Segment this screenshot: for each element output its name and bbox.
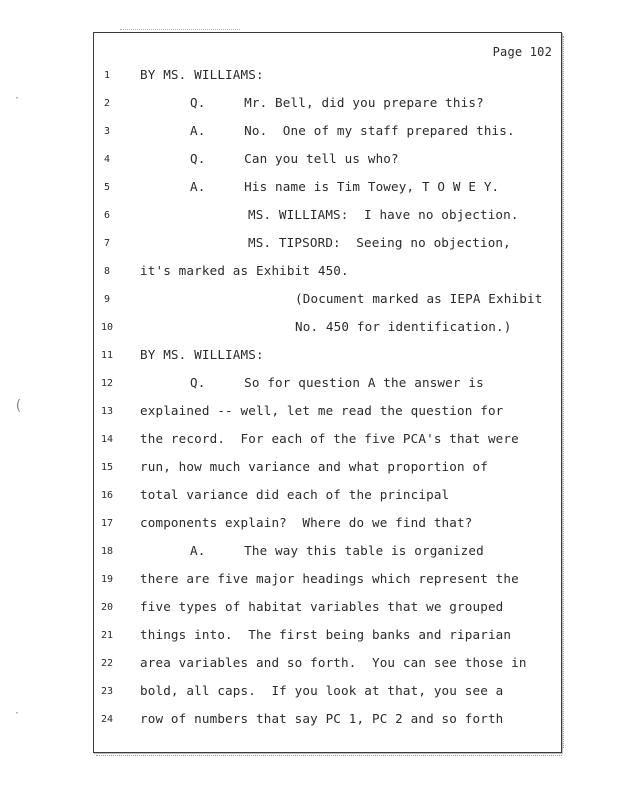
- line-text: explained -- well, let me read the question for: [140, 403, 504, 418]
- line-number: 14: [100, 434, 114, 445]
- line-number: 12: [100, 378, 114, 389]
- transcript-line: [0, 655, 618, 675]
- line-number: 18: [100, 546, 114, 557]
- line-text: row of numbers that say PC 1, PC 2 and so forth: [140, 711, 504, 726]
- transcript-line: [0, 319, 618, 339]
- line-text: area variables and so forth. You can see those in: [140, 655, 527, 670]
- line-text: it's marked as Exhibit 450.: [140, 263, 349, 278]
- line-number: 1: [103, 70, 111, 81]
- transcript-line: [0, 207, 618, 227]
- line-text: run, how much variance and what proportion of: [140, 459, 488, 474]
- line-text: Q. Mr. Bell, did you prepare this?: [190, 95, 484, 110]
- line-number: 16: [100, 490, 114, 501]
- transcript-line: [0, 627, 618, 647]
- line-text: five types of habitat variables that we grouped: [140, 599, 504, 614]
- line-number: 21: [100, 630, 114, 641]
- line-text: total variance did each of the principal: [140, 487, 450, 502]
- transcript-line: [0, 179, 618, 199]
- line-number: 5: [103, 182, 111, 193]
- transcript-line: [0, 431, 618, 451]
- line-text: the record. For each of the five PCA's that were: [140, 431, 519, 446]
- line-number: 4: [103, 154, 111, 165]
- line-text: there are five major headings which represent the: [140, 571, 519, 586]
- line-text: A. His name is Tim Towey, T O W E Y.: [190, 179, 500, 194]
- line-number: 2: [103, 98, 111, 109]
- line-number: 20: [100, 602, 114, 613]
- transcript-line: [0, 487, 618, 507]
- margin-speck: ·: [14, 93, 21, 104]
- line-text: BY MS. WILLIAMS:: [140, 67, 264, 82]
- line-number: 13: [100, 406, 114, 417]
- transcript-line: [0, 515, 618, 535]
- transcript-line: [0, 375, 618, 395]
- margin-mark: (: [14, 398, 23, 414]
- line-text: Q. So for question A the answer is: [190, 375, 484, 390]
- transcript-line: [0, 95, 618, 115]
- margin-speck: ·: [14, 708, 21, 719]
- line-number: 6: [103, 210, 111, 221]
- line-text: things into. The first being banks and riparian: [140, 627, 512, 642]
- line-text: No. 450 for identification.): [295, 319, 512, 334]
- line-text: MS. TIPSORD: Seeing no objection,: [248, 235, 511, 250]
- line-number: 22: [100, 658, 114, 669]
- line-number: 3: [103, 126, 111, 137]
- transcript-line: [0, 291, 618, 311]
- line-number: 7: [103, 238, 111, 249]
- line-text: BY MS. WILLIAMS:: [140, 347, 264, 362]
- transcript-line: [0, 403, 618, 423]
- transcript-line: [0, 123, 618, 143]
- line-text: (Document marked as IEPA Exhibit: [295, 291, 543, 306]
- page-number: Page 102: [492, 45, 552, 59]
- line-number: 24: [100, 714, 114, 725]
- line-number: 15: [100, 462, 114, 473]
- transcript-line: [0, 263, 618, 283]
- line-number: 17: [100, 518, 114, 529]
- line-number: 11: [100, 350, 114, 361]
- line-number: 9: [103, 294, 111, 305]
- transcript-line: [0, 571, 618, 591]
- scan-bottom-edge: [96, 755, 562, 756]
- scan-top-edge: [120, 29, 240, 30]
- transcript-line: [0, 711, 618, 731]
- line-text: Q. Can you tell us who?: [190, 151, 399, 166]
- transcript-line: [0, 599, 618, 619]
- line-number: 8: [103, 266, 111, 277]
- transcript-line: [0, 151, 618, 171]
- transcript-line: [0, 235, 618, 255]
- line-text: A. No. One of my staff prepared this.: [190, 123, 515, 138]
- line-text: MS. WILLIAMS: I have no objection.: [248, 207, 519, 222]
- transcript-line: [0, 67, 618, 87]
- line-text: A. The way this table is organized: [190, 543, 484, 558]
- transcript-line: [0, 543, 618, 563]
- line-text: bold, all caps. If you look at that, you see a: [140, 683, 504, 698]
- line-text: components explain? Where do we find that?: [140, 515, 473, 530]
- transcript-line: [0, 459, 618, 479]
- transcript-line: [0, 683, 618, 703]
- line-number: 10: [100, 322, 114, 333]
- transcript-line: [0, 347, 618, 367]
- line-number: 19: [100, 574, 114, 585]
- line-number: 23: [100, 686, 114, 697]
